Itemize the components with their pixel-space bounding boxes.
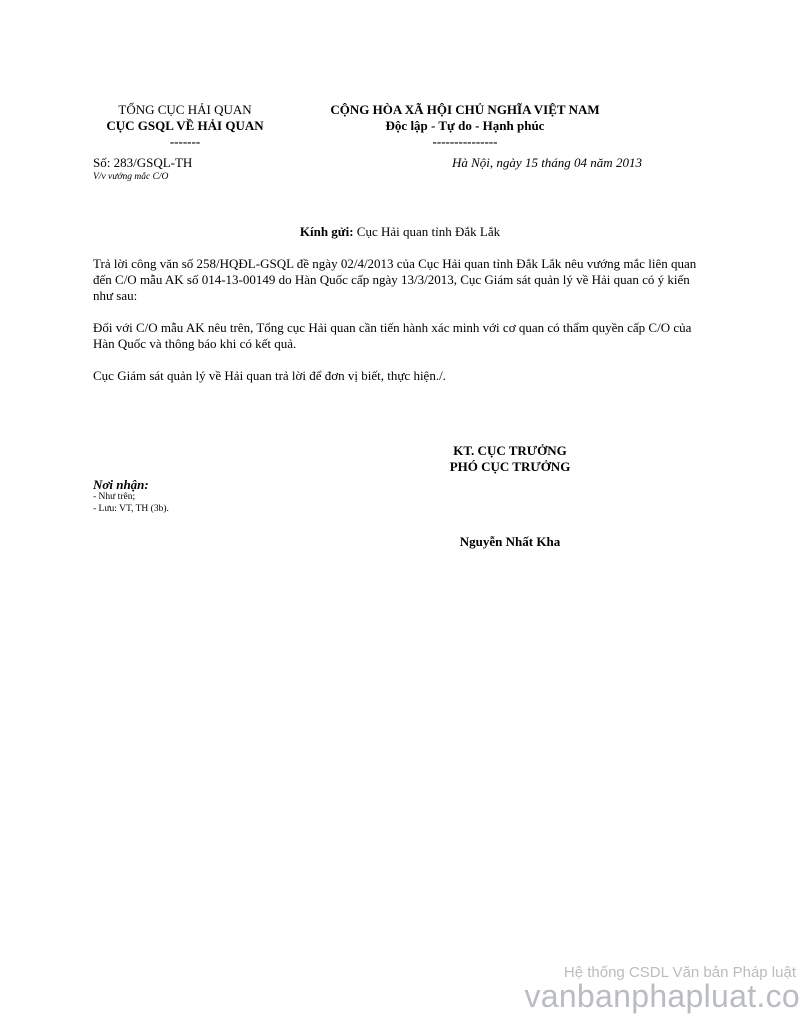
document-number: Số: 283/GSQL-TH	[93, 155, 193, 170]
place-date: Hà Nội, ngày 15 tháng 04 năm 2013	[452, 155, 642, 170]
signature-title-2: PHÓ CỤC TRƯỞNG	[449, 459, 571, 474]
watermark-line-2: vanbanphapluat.co	[524, 978, 800, 1014]
document-subject: V/v vướng mắc C/O	[93, 172, 169, 182]
national-motto: Độc lập - Tự do - Hạnh phúc	[385, 118, 545, 133]
agency-divider: -------	[169, 134, 201, 149]
recipient-item: - Như trên;	[93, 492, 136, 502]
recipient-label: Kính gửi:	[299, 224, 354, 239]
recipient-line	[0, 224, 800, 240]
signature-titles	[400, 443, 620, 475]
issuing-agency	[95, 102, 275, 150]
recipient-item: - Lưu: VT, TH (3b).	[93, 504, 169, 514]
body-paragraph-3: Cục Giám sát quản lý về Hải quan trả lời để đơn vị biết, thực hiện./.	[93, 368, 446, 383]
signature-title-1: KT. CỤC TRƯỞNG	[453, 443, 567, 458]
parent-agency-name: TỔNG CỤC HẢI QUAN	[118, 102, 252, 117]
body-paragraph-1: Trả lời công văn số 258/HQĐL-GSQL đề ngày 02/4/2013 của Cục Hải quan tỉnh Đắk Lắk nêu vướng mắc liên quan đến C/O mẫu AK số 014-13-00149 do Hàn Quốc cấp ngày 13/3/2013, Cục Giám sát quản lý về Hải quan có ý kiến như sau:	[93, 256, 697, 303]
national-header	[310, 102, 620, 150]
agency-name: CỤC GSQL VỀ HẢI QUAN	[106, 118, 264, 133]
recipient-name: Cục Hải quan tỉnh Đắk Lắk	[356, 224, 501, 239]
watermark-line-1: Hệ thống CSDL Văn bản Pháp luật	[563, 964, 796, 981]
national-divider: ---------------	[432, 134, 498, 149]
recipients-label: Nơi nhận:	[93, 477, 149, 492]
signer-name: Nguyễn Nhất Kha	[459, 534, 561, 549]
body-paragraph-2: Đối với C/O mẫu AK nêu trên, Tổng cục Hải quan cần tiến hành xác minh với cơ quan có thẩm quyền cấp C/O của Hàn Quốc và thông báo khi có kết quả.	[93, 320, 692, 351]
recipients-list	[93, 491, 169, 515]
national-title: CỘNG HÒA XÃ HỘI CHỦ NGHĨA VIỆT NAM	[330, 102, 600, 117]
